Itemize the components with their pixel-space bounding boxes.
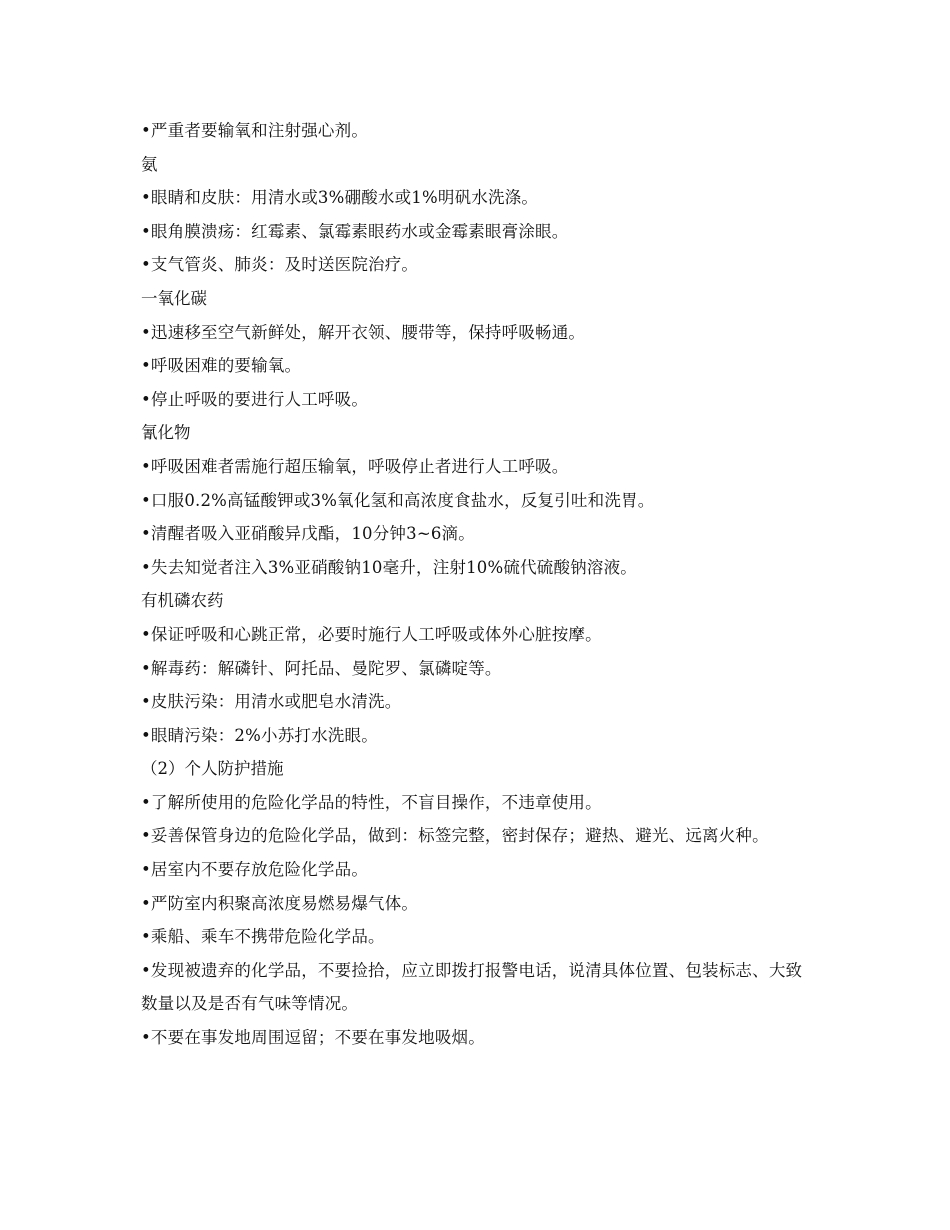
list-item: •严防室内积聚高浓度易燃易爆气体。 <box>141 893 419 913</box>
section-heading-cyanide: 氰化物 <box>141 423 191 443</box>
list-item: •解毒药：解磷针、阿托品、曼陀罗、氯磷啶等。 <box>141 658 502 678</box>
list-item: •眼睛和皮肤：用清水或3%硼酸水或1%明矾水洗涤。 <box>141 188 539 208</box>
section-heading-ammonia: 氨 <box>141 154 158 174</box>
list-item: •失去知觉者注入3%亚硝酸钠10毫升，注射10%硫代硫酸钠溶液。 <box>141 557 637 577</box>
list-item: •眼角膜溃疡：红霉素、氯霉素眼药水或金霉素眼膏涂眼。 <box>141 221 569 241</box>
list-item: •支气管炎、肺炎：及时送医院治疗。 <box>141 255 419 275</box>
list-item: •停止呼吸的要进行人工呼吸。 <box>141 389 369 409</box>
list-item: •了解所使用的危险化学品的特性，不盲目操作，不违章使用。 <box>141 792 602 812</box>
list-item: •保证呼吸和心跳正常，必要时施行人工呼吸或体外心脏按摩。 <box>141 624 602 644</box>
list-item: •呼吸困难的要输氧。 <box>141 356 302 376</box>
list-item: •不要在事发地周围逗留；不要在事发地吸烟。 <box>141 1028 485 1048</box>
section-heading-personal-protection: （2）个人防护措施 <box>141 759 284 779</box>
list-item: •妥善保管身边的危险化学品，做到：标签完整，密封保存；避热、避光、远离火种。 <box>141 826 769 846</box>
list-item: •呼吸困难者需施行超压输氧，呼吸停止者进行人工呼吸。 <box>141 456 569 476</box>
section-heading-carbon-monoxide: 一氧化碳 <box>141 288 207 308</box>
document-body <box>141 114 813 1055</box>
list-item: •严重者要输氧和注射强心剂。 <box>141 121 369 140</box>
list-item: •口服0.2%高锰酸钾或3%氧化氢和高浓度食盐水，反复引吐和洗胃。 <box>141 490 655 510</box>
list-item: •迅速移至空气新鲜处，解开衣领、腰带等，保持呼吸畅通。 <box>141 322 586 342</box>
list-item: •皮肤污染：用清水或肥皂水清洗。 <box>141 692 402 712</box>
list-item: •发现被遗弃的化学品，不要捡拾，应立即拨打报警电话，说清具体位置、包装标志、大致数量以及是否有气味等情况。 <box>141 960 803 1014</box>
section-heading-organophosphate: 有机磷农药 <box>141 591 224 611</box>
list-item: •乘船、乘车不携带危险化学品。 <box>141 927 385 947</box>
list-item: •居室内不要存放危险化学品。 <box>141 860 369 880</box>
list-item: •清醒者吸入亚硝酸异戊酯，10分钟3~6滴。 <box>141 524 475 544</box>
list-item: •眼睛污染：2%小苏打水洗眼。 <box>141 725 378 745</box>
